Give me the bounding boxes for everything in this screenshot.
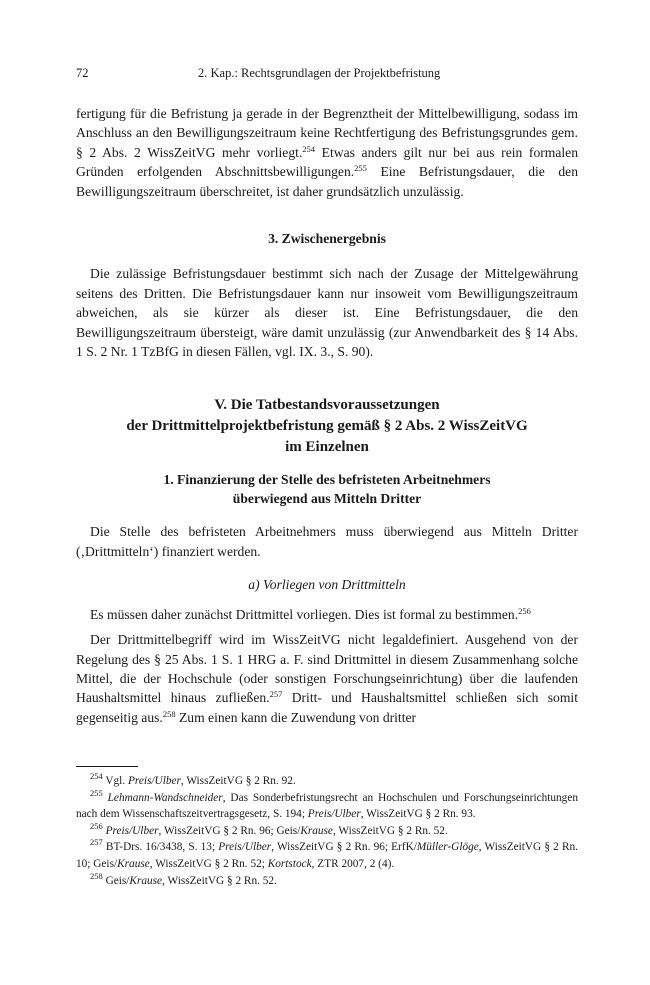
footnote-ref[interactable]: 254 (302, 143, 316, 154)
footnotes (76, 773, 578, 889)
footnote-text: , ZTR 2007, 2 (4). (311, 857, 395, 870)
footnote-text: BT-Drs. 16/3438, S. 13; (102, 841, 219, 854)
footnote-text: Vgl. (102, 775, 128, 787)
author-name: Krause (117, 857, 150, 870)
footnote-number: 256 (90, 820, 103, 831)
subsection-heading: 1. Finanzierung der Stelle des befristeten Arbeitnehmers überwiegend aus Mitteln Dritter (163, 472, 491, 507)
footnote (76, 820, 578, 840)
paragraph: Die zulässige Befristungsdauer bestimmt sich nach der Zusage der Mittelgewährung seitens des Dritten. Die Befristungsdauer kann nur insoweit vom Bewilligungszeitraum abweichen, als sie kürzer als dieser ist. Eine Befristungsdauer, die den Bewilligungszeitraum übersteigt, wäre damit unzulässig (zur Anwendbarkeit des § 14 Abs. 1 S. 2 Nr. 1 TzBfG in diesen Fällen, vgl. IX. 3., S. 90). (76, 266, 578, 360)
main-text (76, 104, 578, 727)
author-name: Krause (129, 874, 163, 887)
running-title: 2. Kap.: Rechtsgrundlagen der Projektbefristung (198, 66, 441, 80)
page-number: 72 (76, 66, 89, 80)
author-name: Kortstock (267, 857, 312, 870)
footnote-number: 254 (90, 771, 103, 781)
footnote-text: , WissZeitVG § 2 Rn. 96; ErfK/ (271, 841, 417, 854)
chapter-heading: V. Die Tatbestandsvoraussetzungen der Drittmittelprojektbefristung gemäß § 2 Abs. 2 WissZeitVG im Einzelnen (126, 397, 528, 456)
author-name: Preis/Ulber (105, 824, 159, 837)
footnote (76, 839, 578, 872)
footnote-text: , Das Sonderbefristungsrecht an Hochschulen und Forschungseinrichtungen nach dem Wissenschaftszeitvertragsgesetz, S. 194; (76, 791, 578, 821)
footnote (76, 787, 578, 823)
author-name: Krause (300, 824, 333, 837)
footnote-number: 257 (90, 837, 103, 848)
footnote (76, 773, 578, 790)
footnote (76, 870, 578, 890)
footnote-ref[interactable]: 258 (162, 708, 176, 719)
author-name: Lehmann-Wandschneider (107, 791, 223, 804)
footnote-ref[interactable]: 257 (269, 689, 283, 700)
footnote-text: , WissZeitVG § 2 Rn. 96; Geis/ (158, 824, 301, 837)
paragraph: fertigung für die Befristung ja gerade in der Begrenztheit der Mittelbewilligung, sodass im Anschluss an den Bewilligungszeitraum keine Rechtfertigung des Befristungsgrundes gem. § 2 Abs. 2 WissZeitVG mehr vorliegt.$^{254}$ Etwas anders gilt nur bei aus rein formalen Gründen erfolgenden Abschnittsbewilligungen.$^{255}$ Eine Befristungsdauer, die den Bewilligungszeitraum überschreitet, ist daher grundsätzlich unzulässig. (76, 106, 579, 199)
running-header (76, 66, 578, 84)
paragraph: Es müssen daher zunächst Drittmittel vorliegen. Dies ist formal zu bestimmen.$^{256}$ (90, 605, 531, 622)
paragraph: Die Stelle des befristeten Arbeitnehmers muss überwiegend aus Mitteln Dritter (‚Drittmitteln‘) finanziert werden. (76, 524, 578, 559)
footnote-text: , WissZeitVG § 2 Rn. 10; Geis/ (76, 841, 578, 870)
footnote-ref[interactable]: 256 (518, 605, 531, 616)
footnote-text: , WissZeitVG § 2 Rn. 52. (162, 874, 277, 887)
footnote-text: , WissZeitVG § 2 Rn. 52; (149, 857, 268, 870)
footnote-divider (76, 766, 138, 767)
footnote-text: , WissZeitVG § 2 Rn. 52. (332, 824, 448, 837)
footnote-number: 258 (90, 870, 103, 881)
footnote-text: Geis/ (102, 874, 130, 887)
author-name: Müller-Glöge (416, 841, 479, 854)
author-name: Preis/Ulber (218, 841, 272, 854)
paragraph: Der Drittmittelbegriff wird im WissZeitVG nicht legaldefiniert. Ausgehend von der Regelung des § 25 Abs. 1 S. 1 HRG a. F. sind Drittmittel in diesem Zusammenhang solche Mittel, die der Hochschule (oder sonstigen Forschungseinrichtung) über die laufenden Haushaltsmittel hinaus zufließen.$^{257}$ Dritt- und Haushaltsmittel schließen sich somit gegenseitig aus.$^{258}$ Zum einen kann die Zuwendung von dritter (76, 632, 578, 725)
section-heading: 3. Zwischenergebnis (268, 231, 386, 247)
author-name: Preis/Ulber (127, 775, 181, 787)
footnote-number: 255 (90, 787, 103, 798)
footnote-text: , WissZeitVG § 2 Rn. 92. (180, 775, 296, 787)
italic-subheading: a) Vorliegen von Drittmitteln (248, 577, 406, 593)
author-name: Preis/Ulber (307, 808, 361, 821)
footnote-text: , WissZeitVG § 2 Rn. 93. (360, 808, 476, 821)
footnote-ref[interactable]: 255 (354, 163, 367, 174)
